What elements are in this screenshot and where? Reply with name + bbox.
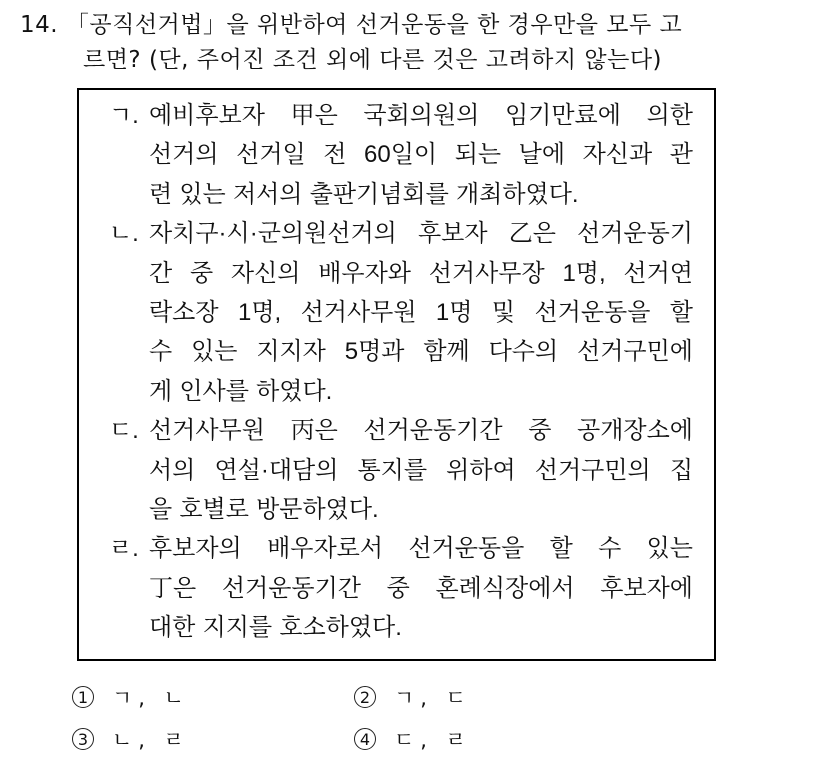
statement-word: 후보자	[417, 220, 488, 248]
statement-word: 丁은	[149, 574, 197, 602]
statement-word: 선거사무원	[149, 417, 265, 445]
statement-word: 수	[149, 338, 173, 366]
statement-word: 후보자에	[600, 574, 693, 602]
statement-word: 자신과	[582, 141, 653, 169]
statement-line	[149, 451, 693, 490]
statement-word: 배우자와	[318, 259, 411, 287]
choice-text: ㄱ, ㄴ	[112, 686, 190, 710]
statement-word: 할	[669, 299, 693, 327]
statement-line	[149, 214, 693, 253]
statement-word: 출판기념회를	[309, 180, 449, 208]
statement-word: 저서의	[232, 180, 303, 208]
statement-word: 서의	[149, 456, 196, 484]
statement-line	[149, 135, 693, 174]
statements-box	[77, 88, 716, 661]
statement-item	[109, 96, 693, 214]
circled-number-icon: 3	[72, 728, 94, 750]
statement-word: 인사를	[179, 377, 249, 405]
statement-word: 수	[598, 535, 622, 563]
choice-4[interactable]	[354, 724, 636, 754]
statement-word: 선거사무장	[428, 259, 545, 287]
statement-word: 위하여	[446, 456, 516, 484]
statement-word: 지지자	[256, 338, 326, 366]
statement-word: 호소하였다.	[279, 614, 402, 642]
statement-word: 있는	[179, 180, 226, 208]
statement-word: 련	[149, 180, 173, 208]
statement-word: 甲은	[290, 102, 338, 129]
statement-word: 공개장소에	[577, 417, 693, 445]
statement-word: 丙은	[290, 417, 338, 445]
statement-word: 60일이	[364, 141, 438, 169]
statement-word: 1명,	[562, 259, 606, 287]
statement-item	[109, 214, 693, 411]
statement-word: 후보자의	[149, 535, 242, 563]
question-line-2: 르면? (단, 주어진 조건 외에 다른 것은 고려하지 않는다)	[83, 47, 663, 73]
statement-marker: ㄱ.	[109, 102, 139, 129]
statement-word: 중	[528, 417, 552, 445]
statement-word: 선거사무원	[300, 299, 417, 327]
statement-word: 있는	[646, 535, 693, 563]
statement-word: 선거운동을	[534, 299, 651, 327]
statement-line	[149, 96, 693, 135]
statement-word: 임기만료에	[505, 102, 621, 129]
statement-word: 乙은	[508, 220, 556, 248]
statement-word: 선거운동기	[577, 220, 693, 248]
statement-word: 하였다.	[256, 377, 333, 405]
statement-item	[109, 411, 693, 529]
statement-word: 혼례식장에서	[435, 574, 575, 602]
statement-word: 락소장	[149, 299, 219, 327]
statement-line	[149, 293, 693, 332]
statement-word: 선거구민에	[577, 338, 693, 366]
statement-word: 1명	[435, 299, 473, 327]
statement-line	[149, 372, 693, 411]
statement-word: 선거운동을	[408, 535, 525, 563]
statement-word: 자치구·시·군의원선거의	[149, 220, 397, 248]
statement-word: 관	[669, 141, 693, 169]
choice-1[interactable]	[72, 682, 354, 712]
statement-word: 날에	[518, 141, 566, 169]
statement-word: 의한	[646, 102, 693, 129]
choice-row-2	[72, 718, 772, 760]
statement-marker: ㄷ.	[109, 417, 139, 445]
statement-word: 선거구민의	[534, 456, 651, 484]
statement-word: 호별로	[179, 496, 249, 524]
statement-word: 국회의원의	[363, 102, 480, 129]
statement-line	[149, 411, 693, 450]
answer-choices	[72, 676, 772, 760]
statement-word: 선거운동기간	[363, 417, 503, 445]
statement-word: 다수의	[488, 338, 559, 366]
statement-word: 및	[491, 299, 516, 327]
statement-word: 선거운동기간	[221, 574, 361, 602]
statement-line	[149, 569, 693, 608]
statement-marker: ㄹ.	[109, 535, 139, 563]
statement-line	[149, 490, 693, 529]
statement-word: 간	[149, 259, 173, 287]
circled-number-icon: 1	[72, 686, 94, 708]
question-line-1	[20, 8, 810, 43]
statement-marker: ㄴ.	[109, 220, 139, 248]
statement-word: 방문하였다.	[256, 496, 379, 524]
statement-word: 선거일	[236, 141, 306, 169]
circled-number-icon: 2	[354, 686, 376, 708]
statement-word: 배우자로서	[267, 535, 383, 563]
statement-line	[149, 332, 693, 371]
choice-text: ㄴ, ㄹ	[112, 728, 190, 752]
statement-line	[149, 254, 693, 293]
statement-line	[149, 608, 693, 647]
statement-word: 선거의	[149, 141, 219, 169]
statement-word: 집	[669, 456, 693, 484]
question-stem	[20, 8, 810, 78]
statement-item	[109, 529, 693, 647]
statement-word: 통지를	[357, 456, 428, 484]
statement-word: 개최하였다.	[455, 180, 579, 208]
statement-word: 할	[549, 535, 573, 563]
circled-number-icon: 4	[354, 728, 376, 750]
statement-word: 지지를	[202, 614, 273, 642]
choice-3[interactable]	[72, 724, 354, 754]
choice-text: ㄱ, ㄷ	[394, 686, 472, 710]
statement-word: 중	[189, 259, 214, 287]
statement-word: 있는	[191, 338, 238, 366]
statement-word: 게	[149, 377, 173, 405]
statement-word: 5명과	[344, 338, 405, 366]
statement-word: 함께	[423, 338, 470, 366]
statement-word: 자신의	[230, 259, 301, 287]
statement-line	[149, 175, 693, 214]
statement-word: 대한	[149, 614, 196, 642]
statement-word: 전	[323, 141, 347, 169]
choice-text: ㄷ, ㄹ	[394, 728, 472, 752]
statement-word: 을	[149, 496, 173, 524]
statement-word: 예비후보자	[149, 102, 265, 129]
question-text-1: 「공직선거법」을 위반하여 선거운동을 한 경우만을 모두 고	[65, 12, 683, 38]
statement-word: 중	[386, 574, 410, 602]
choice-row-1	[72, 676, 772, 718]
statement-word: 연설·대담의	[214, 456, 339, 484]
statement-list	[109, 96, 693, 648]
statement-word: 되는	[454, 141, 502, 169]
statement-line	[149, 529, 693, 568]
question-number: 14.	[20, 12, 59, 38]
choice-2[interactable]	[354, 682, 636, 712]
statement-word: 선거연	[623, 259, 693, 287]
statement-word: 1명,	[237, 299, 282, 327]
